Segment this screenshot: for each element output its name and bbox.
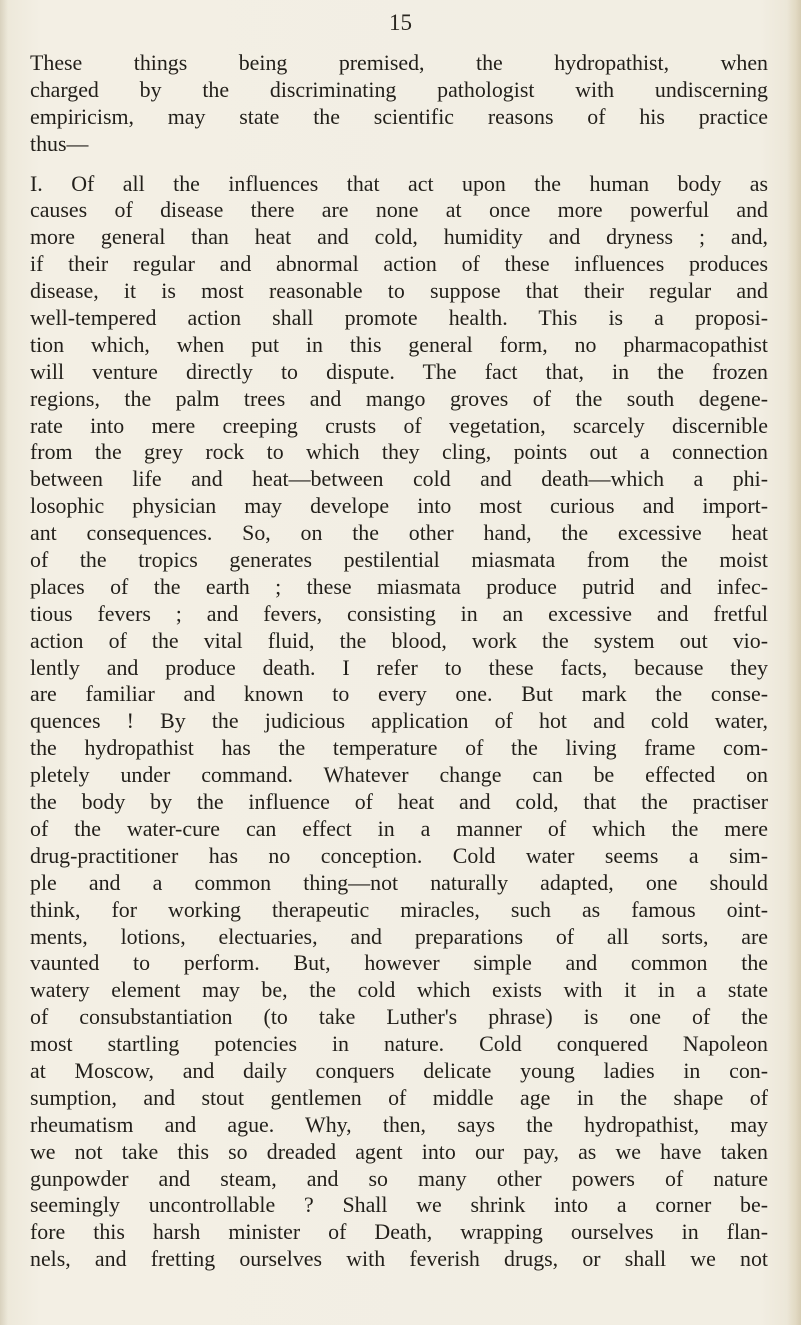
text-line: ant consequences. So, on the other hand, the excessive heat <box>30 520 768 546</box>
text-line: will venture directly to dispute. The fact that, in the frozen <box>30 358 768 384</box>
text-line: pletely under command. Whatever change can be effected on <box>30 762 768 788</box>
text-line: quences ! By the judicious application of hot and cold water, <box>30 708 768 734</box>
text-line: rheumatism and ague. Why, then, says the hydropathist, may <box>30 1111 768 1137</box>
text-line: regions, the palm trees and mango groves of the south degene- <box>30 385 768 411</box>
page-right-edge <box>787 0 801 1325</box>
text-line: between life and heat—between cold and death—which a phi- <box>30 466 768 492</box>
text-line: drug-practitioner has no conception. Cold water seems a sim- <box>30 842 768 868</box>
text-line: think, for working therapeutic miracles, such as famous oint- <box>30 896 768 922</box>
text-line: of the tropics generates pestilential miasmata from the moist <box>30 547 768 573</box>
body-text <box>30 50 768 1273</box>
text-line: watery element may be, the cold which exists with it in a state <box>30 977 768 1003</box>
text-line: rate into mere creeping crusts of vegetation, scarcely discernible <box>30 412 768 438</box>
text-line: most startling potencies in nature. Cold conquered Napoleon <box>30 1031 768 1057</box>
text-line: charged by the discriminating pathologist with undiscerning <box>30 76 768 102</box>
paragraph-intro <box>30 50 768 158</box>
text-line: These things being premised, the hydropathist, when <box>30 50 768 75</box>
text-line: seemingly uncontrollable ? Shall we shrink into a corner be- <box>30 1192 768 1218</box>
text-line: places of the earth ; these miasmata produce putrid and infec- <box>30 573 768 599</box>
text-line: action of the vital fluid, the blood, work the system out vio- <box>30 627 768 653</box>
text-line: the body by the influence of heat and cold, that the practiser <box>30 789 768 815</box>
text-line: are familiar and known to every one. But mark the conse- <box>30 681 768 707</box>
text-line: disease, it is most reasonable to suppose that their regular and <box>30 278 768 304</box>
text-line: from the grey rock to which they cling, points out a connection <box>30 439 768 465</box>
text-line: ments, lotions, electuaries, and preparations of all sorts, are <box>30 923 768 949</box>
text-line: ple and a common thing—not naturally adapted, one should <box>30 869 768 895</box>
paragraph-main <box>30 171 768 1274</box>
text-line: at Moscow, and daily conquers delicate young ladies in con- <box>30 1057 768 1083</box>
text-line: lently and produce death. I refer to these facts, because they <box>30 654 768 680</box>
text-line: causes of disease there are none at once more powerful and <box>30 197 768 223</box>
text-line: fore this harsh minister of Death, wrapping ourselves in flan- <box>30 1219 768 1245</box>
paragraph-gap <box>30 158 768 171</box>
text-line: vaunted to perform. But, however simple and common the <box>30 950 768 976</box>
text-line: well-tempered action shall promote health. This is a proposi- <box>30 305 768 331</box>
page-number: 15 <box>389 10 412 35</box>
text-line: sumption, and stout gentlemen of middle age in the shape of <box>30 1084 768 1110</box>
text-line: of the water-cure can effect in a manner of which the mere <box>30 815 768 841</box>
text-line: the hydropathist has the temperature of the living frame com- <box>30 735 768 761</box>
page-left-shadow <box>0 0 8 1325</box>
text-line: I. Of all the influences that act upon the human body as <box>30 170 768 196</box>
text-line: more general than heat and cold, humidity and dryness ; and, <box>30 224 768 250</box>
text-line: nels, and fretting ourselves with feverish drugs, or shall we not <box>30 1246 768 1272</box>
text-line: tion which, when put in this general form, no pharmacopathist <box>30 331 768 357</box>
text-line: thus— <box>30 130 89 156</box>
text-line: gunpowder and steam, and so many other powers of nature <box>30 1165 768 1191</box>
text-line: empiricism, may state the scientific reasons of his practice <box>30 103 768 129</box>
text-line: if their regular and abnormal action of these influences produces <box>30 251 768 277</box>
text-line: losophic physician may develope into most curious and import- <box>30 493 768 519</box>
text-line: we not take this so dreaded agent into our pay, as we have taken <box>30 1138 768 1164</box>
text-line: of consubstantiation (to take Luther's phrase) is one of the <box>30 1004 768 1030</box>
text-line: tious fevers ; and fevers, consisting in an excessive and fretful <box>30 600 768 626</box>
